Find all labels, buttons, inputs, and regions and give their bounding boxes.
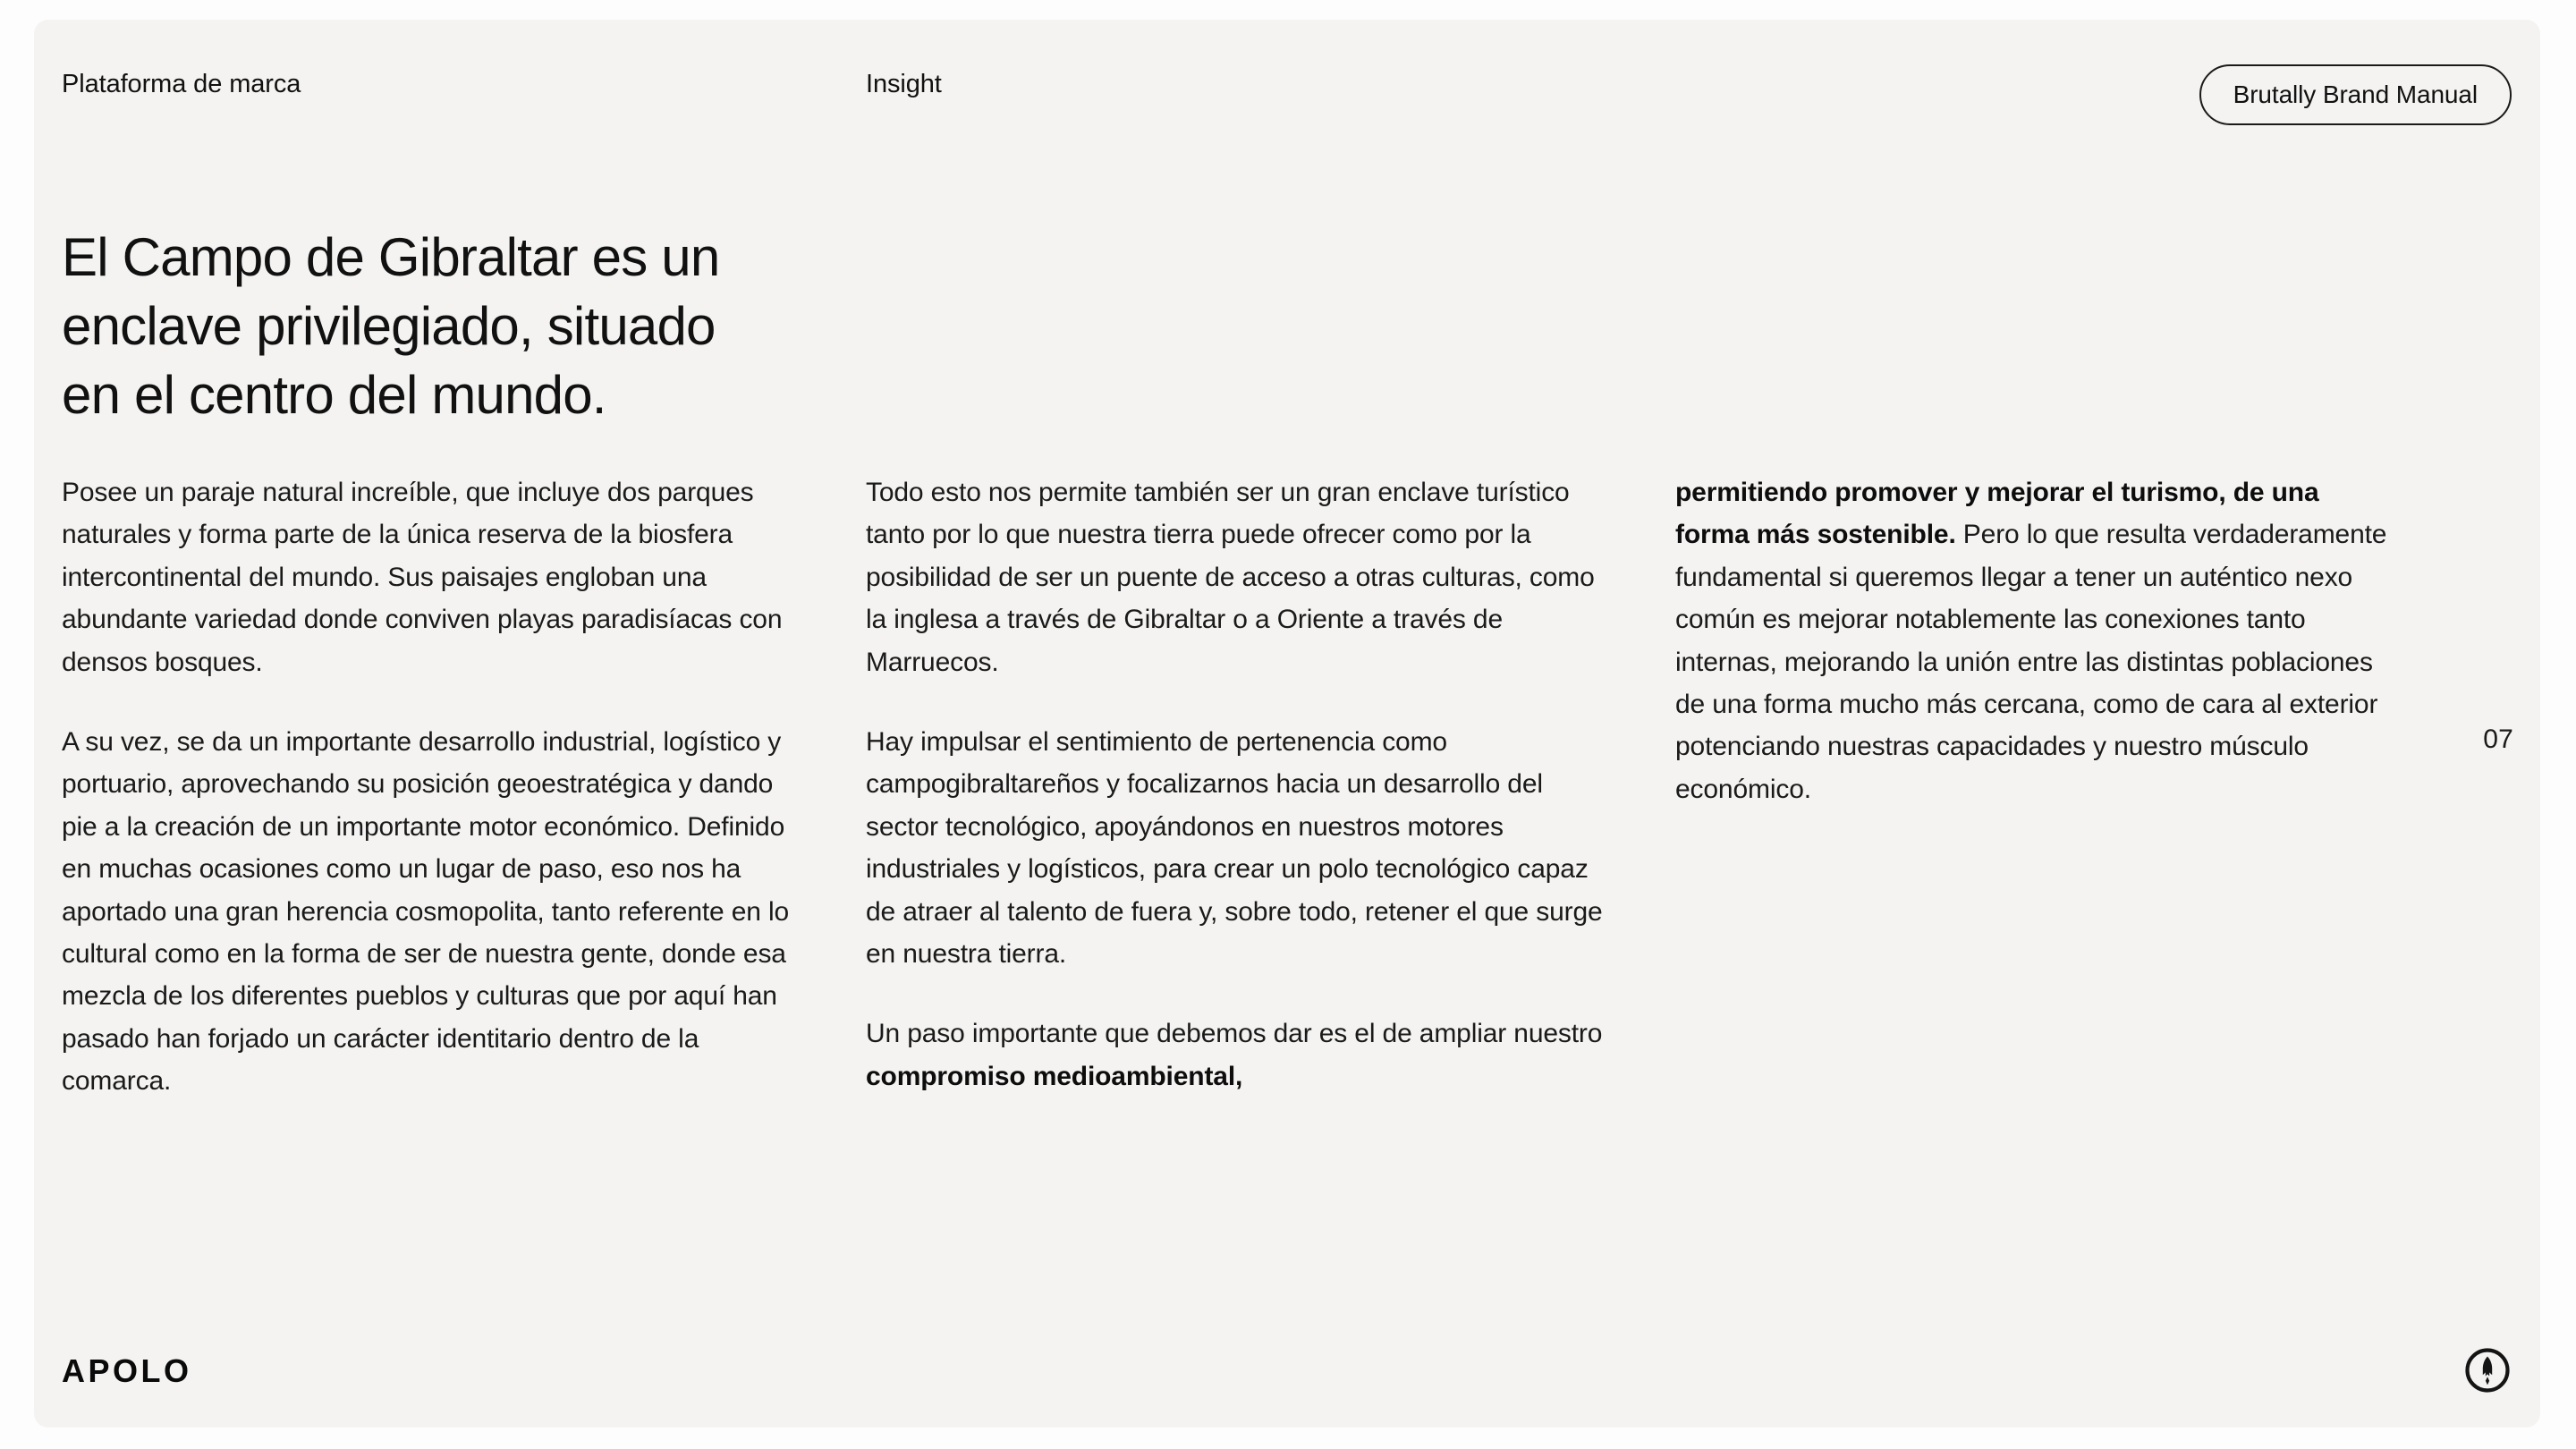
paragraph: Posee un paraje natural increíble, que incluye dos parques naturales y forma parte de la única reserva de la biosfera intercontinental del mundo. Sus paisajes engloban una abundante variedad donde conviven playas paradisíacas con densos bosques. <box>62 478 783 677</box>
eyebrow-plataforma-de-marca: Plataforma de marca <box>62 70 301 98</box>
page-number: 07 <box>2483 724 2513 754</box>
headline-line-2: enclave privilegiado, situado <box>62 295 716 356</box>
paragraph <box>866 1013 1608 1097</box>
paragraph: A su vez, se da un importante desarrollo industrial, logístico y portuario, aprovechando su posición geoestratégica y dando pie a la creación de un importante motor económico. Definido en muchas ocasiones como un lugar de paso, eso nos ha aportado una gran herencia cosmopolita, tanto referente en lo cultural como en la forma de ser de nuestra gente, donde esa mezcla de los diferentes pueblos y culturas que por aquí han pasado han forjado un carácter identitario dentro de la comarca. <box>62 726 790 1097</box>
rocket-badge-button[interactable] <box>2463 1346 2512 1394</box>
body-column-1 <box>62 471 804 1102</box>
paragraph: Todo esto nos permite también ser un gran enclave turístico tanto por lo que nuestra tierra puede ofrecer como por la posibilidad de ser un puente de acceso a otras culturas, como la inglesa a través de Gibraltar o a Oriente a través de Marruecos. <box>866 478 1595 677</box>
paragraph-text: Pero lo que resulta verdaderamente fundamental si queremos llegar a tener un auténtico nexo común es mejorar notablemente las conexiones tanto internas, mejorando la unión entre las distintas poblaciones de una forma mucho más cercana, como de cara al exterior potenciando nuestras capacidades y nuestro músculo económico. <box>1675 520 2387 804</box>
headline-line-1: El Campo de Gibraltar es un <box>62 227 720 287</box>
body-column-2 <box>866 471 1608 1097</box>
paragraph <box>1675 471 2400 810</box>
brutally-brand-manual-button[interactable]: Brutally Brand Manual <box>2199 64 2512 125</box>
page-title <box>62 224 920 429</box>
page-header <box>34 20 2540 136</box>
rocket-icon <box>2463 1346 2512 1394</box>
paragraph: Hay impulsar el sentimiento de pertenencia como campogibraltareños y focalizarnos hacia un desarrollo del sector tecnológico, apoyándonos en nuestros motores industriales y logísticos, para crear un polo tecnológico capaz de atraer al talento de fuera y, sobre todo, retener el que surge en nuestra tierra. <box>866 726 1603 969</box>
eyebrow-insight: Insight <box>866 70 942 98</box>
paragraph-text: Un paso importante que debemos dar es el de ampliar nuestro <box>866 1019 1603 1049</box>
body-column-3 <box>1675 471 2400 810</box>
apolo-logo: APOLO <box>62 1352 192 1389</box>
paragraph-emphasis: permitiendo promover y mejorar el turismo, de una forma más sostenible. <box>1675 478 2319 550</box>
headline-line-3: en el centro del mundo. <box>62 364 606 425</box>
paragraph-emphasis: compromiso medioambiental, <box>866 1061 1243 1091</box>
slide-card <box>34 20 2540 1428</box>
